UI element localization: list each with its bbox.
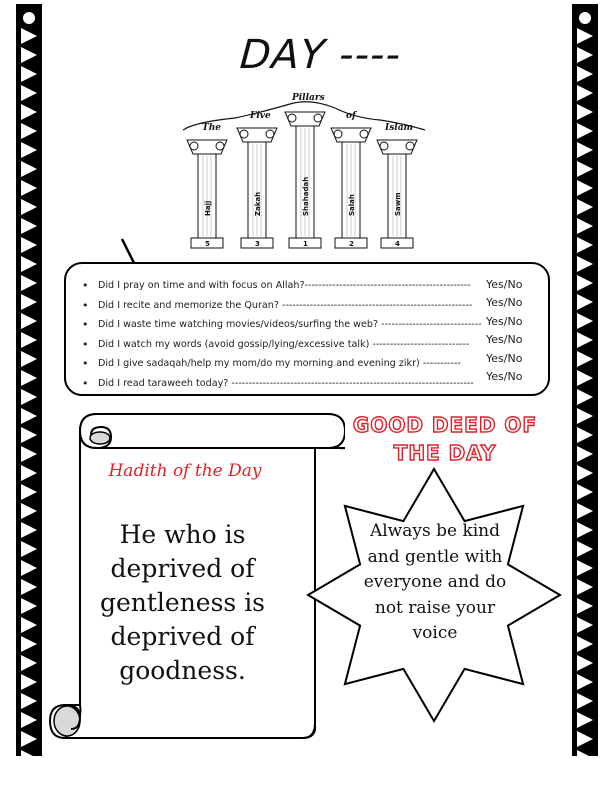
pillar-number: 4 (395, 240, 400, 248)
pillars-title-word: The (202, 123, 221, 133)
yes-no-answer[interactable]: Yes/No (486, 296, 523, 309)
pillars-title-word: of (346, 111, 356, 121)
hadith-text: He who is deprived of gentleness is deprived of goodness. (99, 520, 266, 685)
daily-checklist (64, 262, 550, 396)
border-ring-icon (21, 10, 37, 26)
pillar-column (187, 140, 227, 248)
yes-no-answer[interactable]: Yes/No (486, 333, 523, 346)
pillar-column (237, 128, 277, 248)
pillars-title-word: Five (250, 111, 271, 121)
checklist-item: • Did I read taraweeh today? ---------------------------------------------------------------------- (80, 376, 490, 396)
checklist-item: • Did I give sadaqah/help my mom/do my morning and evening zikr) ----------- (80, 356, 490, 376)
left-decorative-border (16, 4, 42, 756)
pillar-number: 2 (349, 240, 354, 248)
border-ring-icon (577, 10, 593, 26)
pillar-column (285, 112, 325, 248)
checklist-items (80, 278, 490, 395)
pillar-column (331, 128, 371, 248)
pillar-number: 5 (205, 240, 210, 248)
pillar-name: Salah (348, 194, 356, 216)
yes-no-answer[interactable]: Yes/No (486, 352, 523, 365)
triangle-pattern-right (572, 4, 598, 756)
yes-no-answer[interactable]: Yes/No (486, 315, 523, 328)
five-pillars-illustration (175, 88, 435, 258)
checklist-item: • Did I watch my words (avoid gossip/lying/excessive talk) ---------------------------- (80, 337, 490, 357)
pillars-title-word: Islam (385, 123, 414, 133)
checklist-item: • Did I recite and memorize the Quran? ------------------------------------------------------- (80, 298, 490, 318)
checklist-item: • Did I pray on time and with focus on Allah?------------------------------------------------ (80, 278, 490, 298)
pillar-name: Zakah (254, 191, 262, 216)
pillar-number: 1 (303, 240, 308, 248)
yes-no-answer[interactable]: Yes/No (486, 370, 523, 383)
yes-no-answer[interactable]: Yes/No (486, 278, 523, 291)
good-deed-text: Always be kind and gentle with everyone and do not raise your voice (363, 521, 507, 643)
pillar-name: Hajj (204, 200, 212, 216)
pillar-column (377, 140, 417, 248)
hadith-heading: Hadith of the Day (108, 461, 262, 481)
page-title: DAY ---- (238, 32, 403, 78)
pillar-name: Shahadah (302, 176, 310, 216)
checklist-item: • Did I waste time watching movies/videos/surfing the web? ----------------------------- (80, 317, 490, 337)
pillar-name: Sawm (394, 192, 402, 216)
pillar-number: 3 (255, 240, 260, 248)
good-deed-heading: GOOD DEED OF THE DAY (352, 413, 538, 465)
triangle-pattern-left (16, 4, 42, 756)
pillars-title-word: Pillars (292, 93, 325, 103)
right-decorative-border (572, 4, 598, 756)
